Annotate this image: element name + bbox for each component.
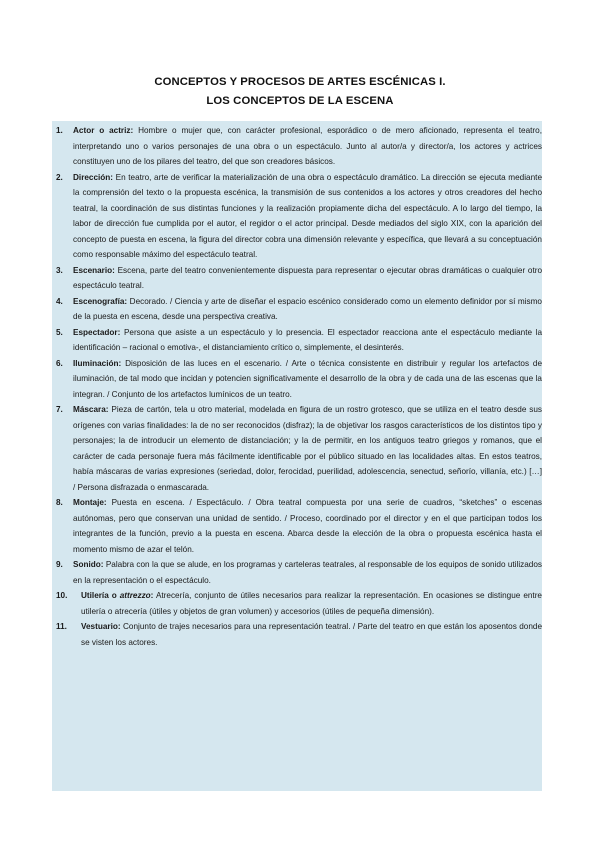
item-definition: Puesta en escena. / Espectáculo. / Obra teatral compuesta por una serie de cuadros, “sketches” o escenas autónomas, pero que conservan una unidad de sentido. / Proceso, coordinado por el director y en el que participan todos los integrantes de la función, previo a la puesta en escena. Abarca desde la elección de la obra o propuesta escénica hasta el momento mismo de azar el telón. [73,498,542,554]
item-definition: Persona que asiste a un espectáculo y lo presencia. El espectador reacciona ante el espectáculo mediante la identificación – racional o emotiva-, el distanciamiento crítico o, simplemente, el desinterés. [73,327,542,352]
item-term: Vestuario: [81,622,121,631]
item-term-main: Utilería o [81,591,117,600]
item-number: 8. [56,498,63,507]
glossary-item-escenografia [56,294,542,325]
item-definition: Atrecería, conjunto de útiles necesarios para realizar la representación. En ocasiones se distingue entre utilería o atrecería (útiles y objetos de gran volumen) y accesorios (útiles de pequeña dimensión). [81,591,542,616]
item-definition: Escena, parte del teatro convenientemente dispuesta para representar o ejecutar obras dramáticas o cualquier otro espectáculo teatral. [73,265,542,290]
item-term: Dirección: [73,172,114,182]
item-definition: Disposición de las luces en el escenario. / Arte o técnica consistente en distribuir y regular los artefactos de iluminación, de tal modo que incidan y potencien significativamente el desarrollo de la obra y de cada una de las escenas que la integran. / Conjunto de los artefactos lumínicos de un teatro. [73,358,543,399]
glossary-item-mascara [56,402,542,495]
item-term: Montaje: [73,498,107,507]
item-term: Máscara: [73,405,109,414]
item-number: 9. [56,560,63,569]
item-term: Iluminación: [73,358,122,368]
item-number: 7. [56,405,63,414]
item-number: 10. [56,591,68,600]
item-number: 2. [56,172,63,182]
item-term: Espectador: [73,327,121,337]
item-number: 3. [56,265,63,275]
item-term-italic: attrezzo [119,591,151,600]
glossary-item-vestuario [56,619,542,650]
item-number: 1. [56,126,63,135]
item-term-suffix: : [150,591,154,600]
item-term: Escenario: [73,265,115,275]
item-definition: En teatro, arte de verificar la materialización de una obra o espectáculo dramático. La dirección se ejecuta mediante la comprensión del texto o la propuesta escénica, la transmisión de sus contenidos a los actores y otros creadores del hecho teatral, la coordinación de sus distintas funciones y la realización propiamente dicha del espectáculo. A lo largo del tiempo, la labor de dirección fue cumplida por el autor, el regidor o el actor principal. Desde mediados del siglo XIX, con la aparición del concepto de puesta en escena, la figura del director cobra una dimensión relevante y específica, que llevará a su conceptuación como responsable máximo del espectáculo teatral. [73,172,542,259]
glossary-list [56,123,542,650]
item-definition: Hombre o mujer que, con carácter profesional, esporádico o de mero aficionado, representa el teatro, interpretando uno o varios personajes de una obra o un espectáculo. Junto al autor/a y director/a, los actores y actrices constituyen uno de los pilares del teatro, del que son creadores básicos. [73,126,542,166]
item-term: Actor o actriz: [73,126,134,135]
glossary-item-direccion [56,170,542,263]
item-number: 5. [56,327,63,337]
item-term [81,591,153,600]
glossary-item-montaje [56,495,542,557]
item-term: Escenografía: [73,296,128,306]
glossary-item-iluminacion [56,356,542,403]
item-definition: Decorado. / Ciencia y arte de diseñar el espacio escénico considerado como un elemento definidor por sí mismo de la puesta en escena, desde una perspectiva creativa. [73,296,542,321]
item-number: 11. [56,622,67,631]
glossary-item-espectador [56,325,542,356]
glossary-item-utileria [56,588,542,619]
glossary-item-sonido [56,557,542,588]
item-term: Sonido: [73,560,104,569]
glossary-item-actor [56,123,542,170]
document-title: CONCEPTOS Y PROCESOS DE ARTES ESCÉNICAS I. [154,76,446,88]
item-definition: Palabra con la que se alude, en los programas y carteleras teatrales, al responsable de los equipos de sonido utilizados en la representación o el espectáculo. [73,560,542,585]
item-number: 4. [56,296,63,306]
item-definition: Pieza de cartón, tela u otro material, modelada en figura de un rostro grotesco, que se utiliza en el teatro desde sus orígenes con varias finalidades: la de no ser reconocidos (disfraz); la de objetivar los rasgos característicos de los distintos tipo y personajes; la de introducir un elemento de distanciación; y la de permitir, en los antiguos teatro griegos y romanos, que el carácter de cada personaje fuera más fácilmente identificable por el público situado en las localidades altas. En estos teatros, había máscaras de varias expresiones (seriedad, dolor, ferocidad, puerilidad, adolescencia, senectud, señorío, villanía, etc.) […] / Persona disfrazada o enmascarada. [73,405,542,492]
document-subtitle: LOS CONCEPTOS DE LA ESCENA [206,95,394,107]
item-definition: Conjunto de trajes necesarios para una representación teatral. / Parte del teatro en que están los aposentos donde se visten los actores. [81,622,542,647]
item-number: 6. [56,358,63,368]
glossary-item-escenario [56,263,542,294]
